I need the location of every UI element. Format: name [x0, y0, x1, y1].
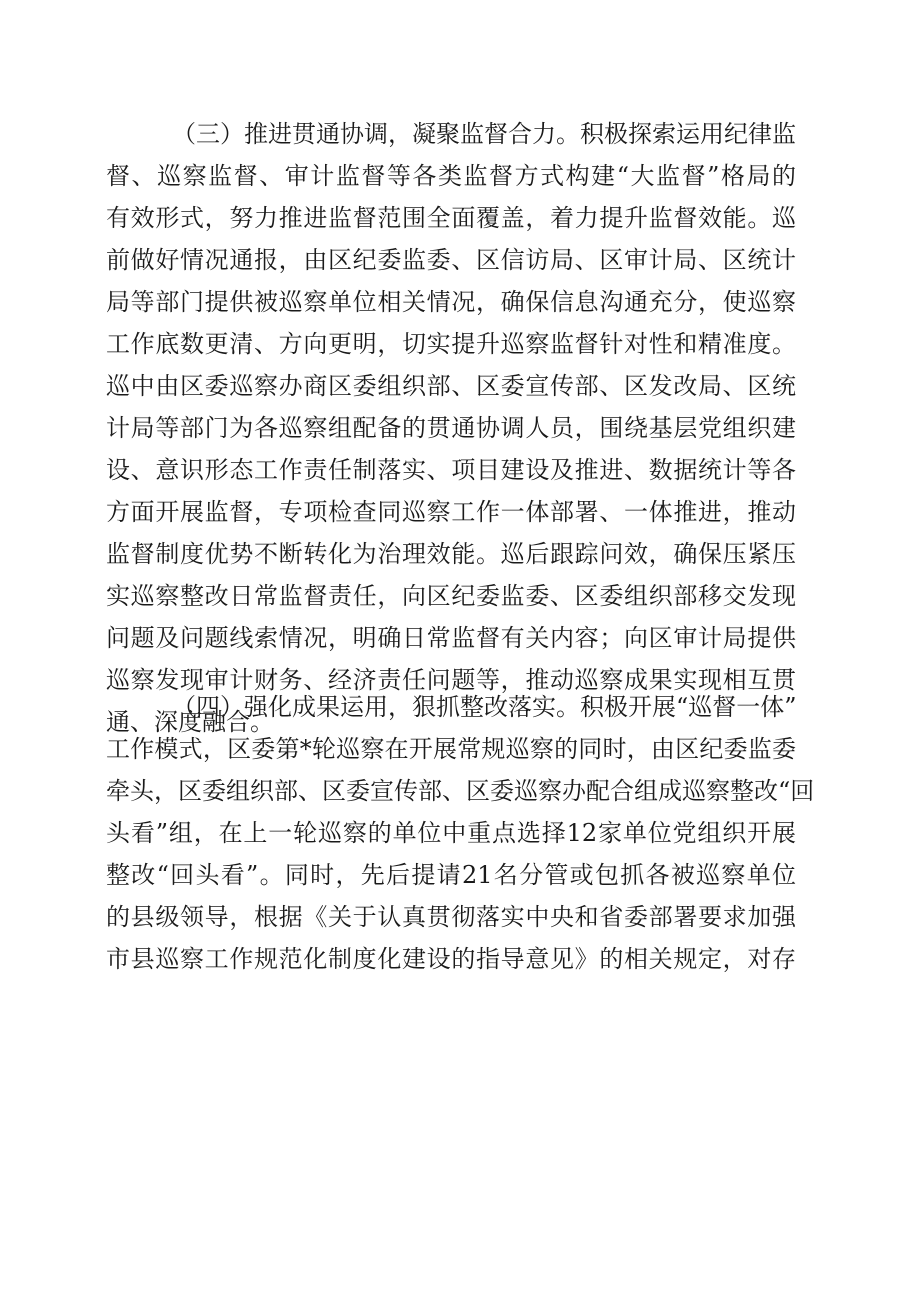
text-line: 通、深度融合。 [106, 708, 274, 736]
text-line: 问题及问题线索情况，明确日常监督有关内容；向区审计局提供 [106, 624, 796, 652]
text-line: 方面开展监督，专项检查同巡察工作一体部署、一体推进，推动 [106, 498, 796, 526]
text-line: 头看”组，在上一轮巡察的单位中重点选择12家单位党组织开展 [106, 819, 796, 847]
text-line: 工作底数更清、方向更明，切实提升巡察监督针对性和精准度。 [106, 330, 796, 358]
text-line: 实巡察整改日常监督责任，向区纪委监委、区委组织部移交发现 [106, 582, 796, 610]
text-line: 整改“回头看”。同时，先后提请21名分管或包抓各被巡察单位 [106, 861, 796, 889]
text-line: 巡中由区委巡察办商区委组织部、区委宣传部、区发改局、区统 [106, 372, 796, 400]
text-line: 计局等部门为各巡察组配备的贯通协调人员，围绕基层党组织建 [106, 414, 796, 442]
text-line: 工作模式，区委第*轮巡察在开展常规巡察的同时，由区纪委监委 [106, 735, 796, 763]
text-line: 巡察发现审计财务、经济责任问题等，推动巡察成果实现相互贯 [106, 666, 796, 694]
text-line: 督、巡察监督、审计监督等各类监督方式构建“大监督”格局的 [106, 162, 796, 190]
text-line: （三）推进贯通协调，凝聚监督合力。积极探索运用纪律监 [172, 120, 796, 148]
text-line: 的县级领导，根据《关于认真贯彻落实中央和省委部署要求加强 [106, 903, 796, 931]
text-line: 设、意识形态工作责任制落实、项目建设及推进、数据统计等各 [106, 456, 796, 484]
text-line: （四）强化成果运用，狠抓整改落实。积极开展“巡督一体” [172, 693, 797, 721]
text-line: 前做好情况通报，由区纪委监委、区信访局、区审计局、区统计 [106, 246, 796, 274]
text-line: 市县巡察工作规范化制度化建设的指导意见》的相关规定，对存 [106, 945, 796, 973]
text-line: 监督制度优势不断转化为治理效能。巡后跟踪问效，确保压紧压 [106, 540, 796, 568]
text-line: 有效形式，努力推进监督范围全面覆盖，着力提升监督效能。巡 [106, 204, 796, 232]
text-line: 局等部门提供被巡察单位相关情况，确保信息沟通充分，使巡察 [106, 288, 796, 316]
text-line: 牵头，区委组织部、区委宣传部、区委巡察办配合组成巡察整改“回 [106, 777, 815, 805]
